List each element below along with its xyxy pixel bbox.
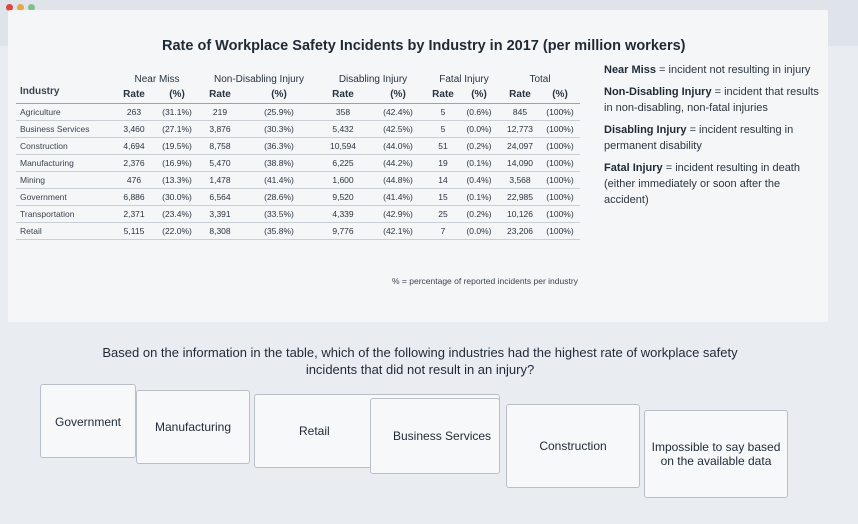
f-pct-cell: (0.1%) (458, 189, 500, 206)
rate-header: Rate (318, 85, 368, 104)
nm-pct-cell: (27.1%) (154, 121, 200, 138)
nm-pct-cell: (31.1%) (154, 104, 200, 121)
f-pct-cell: (0.2%) (458, 138, 500, 155)
d-rate-cell: 6,225 (318, 155, 368, 172)
table-row (16, 121, 580, 138)
total-header: Total (529, 74, 551, 85)
pct-header: (%) (458, 85, 500, 104)
option-retail[interactable]: Retail (254, 394, 500, 468)
group-header-row (16, 74, 580, 85)
t-pct-cell: (100%) (540, 138, 580, 155)
f-rate-cell: 14 (428, 172, 458, 189)
table-row (16, 206, 580, 223)
rate-header: Rate (428, 85, 458, 104)
rate-header: Rate (500, 85, 540, 104)
table-row (16, 223, 580, 240)
t-pct-cell: (100%) (540, 189, 580, 206)
legend-item: Near Miss = incident not resulting in injury (604, 64, 811, 76)
nm-pct-cell: (23.4%) (154, 206, 200, 223)
t-rate-cell: 24,097 (500, 138, 540, 155)
table-row (16, 104, 580, 121)
t-pct-cell: (100%) (540, 155, 580, 172)
rate-header: Rate (114, 85, 154, 104)
t-rate-cell: 23,206 (500, 223, 540, 240)
answer-options (40, 384, 840, 504)
t-pct-cell: (100%) (540, 223, 580, 240)
f-rate-cell: 5 (428, 104, 458, 121)
nd-pct-cell: (28.6%) (240, 189, 318, 206)
t-rate-cell: 22,985 (500, 189, 540, 206)
d-pct-cell: (41.4%) (368, 189, 428, 206)
legend-item: Disabling Injury = incident resulting in permanent disability (604, 124, 794, 152)
nm-rate-cell: 6,886 (114, 189, 154, 206)
t-rate-cell: 14,090 (500, 155, 540, 172)
nd-pct-cell: (36.3%) (240, 138, 318, 155)
f-pct-cell: (0.6%) (458, 104, 500, 121)
nm-pct-cell: (30.0%) (154, 189, 200, 206)
f-pct-cell: (0.4%) (458, 172, 500, 189)
table-row (16, 138, 580, 155)
incident-table (16, 74, 580, 240)
industry-cell: Government (16, 189, 114, 206)
option-manufacturing[interactable]: Manufacturing (136, 390, 250, 464)
t-pct-cell: (100%) (540, 206, 580, 223)
nd-rate-cell: 8,308 (200, 223, 240, 240)
t-rate-cell: 10,126 (500, 206, 540, 223)
f-pct-cell: (0.2%) (458, 206, 500, 223)
pct-header: (%) (154, 85, 200, 104)
d-pct-cell: (44.8%) (368, 172, 428, 189)
nd-rate-cell: 1,478 (200, 172, 240, 189)
f-rate-cell: 19 (428, 155, 458, 172)
t-pct-cell: (100%) (540, 121, 580, 138)
pct-header: (%) (540, 85, 580, 104)
d-pct-cell: (44.0%) (368, 138, 428, 155)
definitions-legend (604, 62, 824, 214)
d-rate-cell: 5,432 (318, 121, 368, 138)
legend-item: Fatal Injury = incident resulting in death (either immediately or soon after the accident) (604, 162, 800, 206)
d-pct-cell: (42.9%) (368, 206, 428, 223)
nm-rate-cell: 3,460 (114, 121, 154, 138)
d-pct-cell: (42.5%) (368, 121, 428, 138)
legend-item: Non-Disabling Injury = incident that results in non-disabling, non-fatal injuries (604, 86, 819, 114)
industry-header: Industry (16, 74, 114, 104)
industry-cell: Retail (16, 223, 114, 240)
option-impossible[interactable]: Impossible to say based on the available data (644, 410, 788, 498)
industry-cell: Mining (16, 172, 114, 189)
d-rate-cell: 1,600 (318, 172, 368, 189)
nm-pct-cell: (16.9%) (154, 155, 200, 172)
f-rate-cell: 7 (428, 223, 458, 240)
t-pct-cell: (100%) (540, 172, 580, 189)
option-government[interactable]: Government (40, 384, 136, 458)
nd-rate-cell: 5,470 (200, 155, 240, 172)
nm-pct-cell: (22.0%) (154, 223, 200, 240)
industry-cell: Transportation (16, 206, 114, 223)
nd-rate-cell: 8,758 (200, 138, 240, 155)
table-row (16, 172, 580, 189)
nm-pct-cell: (13.3%) (154, 172, 200, 189)
industry-cell: Agriculture (16, 104, 114, 121)
option-construction[interactable]: Construction (506, 404, 640, 488)
nd-rate-cell: 219 (200, 104, 240, 121)
near-miss-header: Near Miss (134, 74, 180, 85)
d-rate-cell: 9,520 (318, 189, 368, 206)
nd-pct-cell: (25.9%) (240, 104, 318, 121)
nd-pct-cell: (35.8%) (240, 223, 318, 240)
d-rate-cell: 358 (318, 104, 368, 121)
page-title: Rate of Workplace Safety Incidents by Industry in 2017 (per million workers) (162, 38, 686, 54)
nd-pct-cell: (41.4%) (240, 172, 318, 189)
d-rate-cell: 4,339 (318, 206, 368, 223)
nm-pct-cell: (19.5%) (154, 138, 200, 155)
nd-rate-cell: 3,391 (200, 206, 240, 223)
d-rate-cell: 9,776 (318, 223, 368, 240)
table-footnote: % = percentage of reported incidents per industry (392, 276, 578, 286)
f-rate-cell: 5 (428, 121, 458, 138)
nd-pct-cell: (38.8%) (240, 155, 318, 172)
t-pct-cell: (100%) (540, 104, 580, 121)
f-rate-cell: 51 (428, 138, 458, 155)
nm-rate-cell: 5,115 (114, 223, 154, 240)
non-disabling-header: Non-Disabling Injury (213, 74, 305, 85)
nm-rate-cell: 263 (114, 104, 154, 121)
pct-header: (%) (368, 85, 428, 104)
f-rate-cell: 15 (428, 189, 458, 206)
industry-cell: Business Services (16, 121, 114, 138)
nm-rate-cell: 2,376 (114, 155, 154, 172)
t-rate-cell: 12,773 (500, 121, 540, 138)
nd-pct-cell: (30.3%) (240, 121, 318, 138)
d-pct-cell: (42.1%) (368, 223, 428, 240)
t-rate-cell: 3,568 (500, 172, 540, 189)
f-rate-cell: 25 (428, 206, 458, 223)
d-pct-cell: (42.4%) (368, 104, 428, 121)
nm-rate-cell: 476 (114, 172, 154, 189)
nm-rate-cell: 2,371 (114, 206, 154, 223)
pct-header: (%) (240, 85, 318, 104)
incident-table-container (16, 74, 590, 240)
table-row (16, 155, 580, 172)
table-row (16, 189, 580, 206)
f-pct-cell: (0.0%) (458, 121, 500, 138)
nd-pct-cell: (33.5%) (240, 206, 318, 223)
industry-cell: Manufacturing (16, 155, 114, 172)
nd-rate-cell: 6,564 (200, 189, 240, 206)
t-rate-cell: 845 (500, 104, 540, 121)
d-rate-cell: 10,594 (318, 138, 368, 155)
rate-header: Rate (200, 85, 240, 104)
f-pct-cell: (0.1%) (458, 155, 500, 172)
d-pct-cell: (44.2%) (368, 155, 428, 172)
fatal-header: Fatal Injury (439, 74, 489, 85)
f-pct-cell: (0.0%) (458, 223, 500, 240)
industry-cell: Construction (16, 138, 114, 155)
option-business-services[interactable]: Business Services (370, 398, 500, 474)
incident-table-body (16, 104, 580, 240)
question-text: Based on the information in the table, which of the following industries had the highest rate of workplace safety incidents that did not result in an injury? (102, 345, 738, 377)
disabling-header: Disabling Injury (338, 74, 408, 85)
nm-rate-cell: 4,694 (114, 138, 154, 155)
nd-rate-cell: 3,876 (200, 121, 240, 138)
